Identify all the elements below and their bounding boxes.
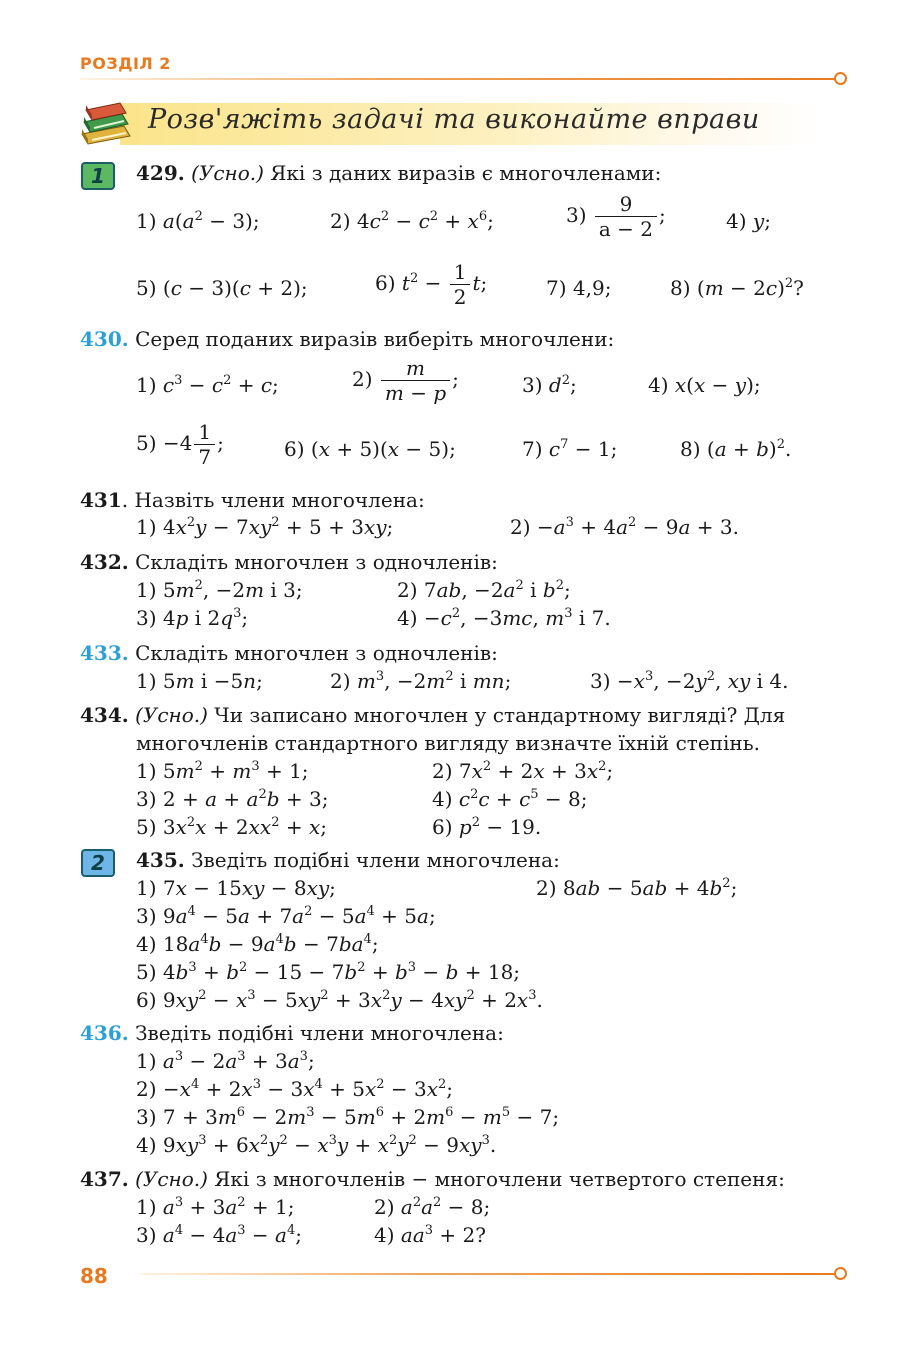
problem-429-heading xyxy=(136,161,661,185)
p436-item-3: 3) $7 + 3m^6 - 2m^3 - 5m^6 + 2m^6 - m^5 - 7$; xyxy=(136,1105,560,1129)
p434-item-4: 4) $c^2c + c^5 - 8$; xyxy=(432,787,588,811)
problem-436-heading xyxy=(80,1021,504,1045)
p432-item-2: 2) 7ab, $-2a^2$ і $b^2$; xyxy=(397,578,571,602)
oral-mark: (Усно.) xyxy=(135,703,208,727)
p429-item-4: 4) y; xyxy=(726,209,771,233)
p432-item-1: 1) $5m^2$, −2m і 3; xyxy=(136,578,303,602)
books-icon xyxy=(78,96,134,146)
oral-mark: (Усно.) xyxy=(191,161,264,185)
problem-number: 435. xyxy=(136,848,185,872)
page-number: 88 xyxy=(80,1264,108,1288)
p429-item-8: 8) $(m - 2c)^2$? xyxy=(670,276,804,300)
p433-item-3: $3) -x^3$, $-2y^2$, xy і 4. xyxy=(590,669,789,693)
problem-text: Зведіть подібні члени многочлена: xyxy=(135,1021,504,1045)
p429-item-2: 2) $4c^2 - c^2 + x^6$; xyxy=(330,209,494,233)
problem-434-text-line2: многочленів стандартного вигляду визначте їхній степінь. xyxy=(136,731,760,755)
problem-437-heading xyxy=(80,1167,785,1191)
p430-item-3: 3) $d^2$; xyxy=(522,373,577,397)
p437-item-2: 2) $a^2a^2 - 8$; xyxy=(374,1195,491,1219)
p434-item-6: 6) $p^2 - 19$. xyxy=(432,815,542,839)
problem-431-heading xyxy=(80,488,425,512)
problem-text: Чи записано многочлен у стандартному вигляді? Для xyxy=(214,703,786,727)
p435-item-3: 3) $9a^4 - 5a + 7a^2 - 5a^4 + 5a$; xyxy=(136,904,436,928)
banner-title: Розв'яжіть задачі та виконайте вправи xyxy=(148,104,760,135)
problem-text: Які з даних виразів є многочленами: xyxy=(270,161,662,185)
p430-item-7: 7) $c^7 - 1$; xyxy=(522,437,618,461)
problem-number: 431 xyxy=(80,488,122,512)
problem-text: Складіть многочлен з одночленів: xyxy=(135,641,498,665)
p433-item-2: 2) $m^3$, $-2m^2$ і mn; xyxy=(330,669,512,693)
problem-number: 432. xyxy=(80,550,129,574)
fraction: $\frac{1}{2}$ xyxy=(450,260,471,309)
problem-430-heading xyxy=(80,327,614,351)
p429-item-6: 6) $t^2$ − $\frac{1}{2}$ t; xyxy=(375,260,488,309)
p435-item-6: 6) $9xy^2 - x^3 - 5xy^2 + 3x^2y - 4xy^2 + 2x^3$. xyxy=(136,988,543,1012)
p429-item-1: 1) $a(a^2 - 3)$; xyxy=(136,209,260,233)
p430-item-2: 2) $\frac{m}{m - p}$ ; xyxy=(352,356,459,405)
problem-number: 433. xyxy=(80,641,129,665)
p430-item-1: 1) $c^3 - c^2 + c$; xyxy=(136,373,279,397)
problem-434-heading xyxy=(80,703,785,727)
p430-item-6: 6) (x + 5)(x − 5); xyxy=(284,437,456,461)
problem-number: 430. xyxy=(80,327,129,351)
problem-435-heading xyxy=(136,848,560,872)
section-label: РОЗДІЛ 2 xyxy=(80,54,171,73)
level-1-badge: 1 xyxy=(81,162,115,190)
p430-item-4: 4) x(x − y); xyxy=(648,373,761,397)
p434-item-5: 5) $3x^2x + 2xx^2 + x$; xyxy=(136,815,328,839)
p435-item-1: 1) 7x − 15xy − 8xy; xyxy=(136,876,336,900)
problem-text: Серед поданих виразів виберіть многочлени: xyxy=(135,327,615,351)
problem-433-heading xyxy=(80,641,498,665)
p429-item-3: 3) $\frac{9}{a - 2}$ ; xyxy=(566,192,666,241)
fraction: $\frac{1}{7}$ xyxy=(194,420,215,469)
problem-number: 434. xyxy=(80,703,129,727)
p432-item-4: $4) -c^2$, −3mc, $m^3$ і 7. xyxy=(397,606,611,630)
problem-text: Зведіть подібні члени многочлена: xyxy=(191,848,560,872)
fraction: $\frac{9}{a - 2}$ xyxy=(595,192,657,241)
p437-item-3: 3) $a^4 - 4a^3 - a^4$; xyxy=(136,1223,302,1247)
problem-text: Складіть многочлен з одночленів: xyxy=(135,550,498,574)
p436-item-2: $2) -x^4 + 2x^3 - 3x^4 + 5x^2 - 3x^2$; xyxy=(136,1077,454,1101)
p435-item-4: 4) $18a^4b - 9a^4b - 7ba^4$; xyxy=(136,932,379,956)
level-2-badge: 2 xyxy=(81,849,115,877)
p431-item-2: $2) -a^3 + 4a^2 - 9a + 3$. xyxy=(510,515,739,539)
p435-item-2: 2) $8ab - 5ab + 4b^2$; xyxy=(536,876,738,900)
oral-mark: (Усно.) xyxy=(135,1167,208,1191)
p434-item-1: 1) $5m^2 + m^3 + 1$; xyxy=(136,759,309,783)
p430-item-5: 5) −4 $\frac{1}{7}$ ; xyxy=(136,420,224,469)
p434-item-3: 3) $2 + a + a^2b + 3$; xyxy=(136,787,329,811)
fraction: $\frac{m}{m - p}$ xyxy=(381,356,450,405)
p429-item-7: 7) 4,9; xyxy=(546,276,612,300)
problem-text: . Назвіть члени многочлена: xyxy=(121,488,425,512)
p430-item-8: 8) $(a + b)^2$. xyxy=(680,437,792,461)
p436-item-4: 4) $9xy^3 + 6x^2y^2 - x^3y + x^2y^2 - 9xy^3$. xyxy=(136,1133,497,1157)
p431-item-1: 1) $4x^2y - 7xy^2 + 5 + 3xy$; xyxy=(136,515,394,539)
p437-item-1: 1) $a^3 + 3a^2 + 1$; xyxy=(136,1195,295,1219)
problem-text: Які з многочленів − многочлени четвертого степеня: xyxy=(214,1167,785,1191)
problem-432-heading xyxy=(80,550,498,574)
p435-item-5: 5) $4b^3 + b^2 - 15 - 7b^2 + b^3 - b + 18$; xyxy=(136,960,521,984)
p436-item-1: 1) $a^3 - 2a^3 + 3a^3$; xyxy=(136,1049,315,1073)
footer-rule-circle xyxy=(834,1267,847,1280)
p429-item-5: 5) (c − 3)(c + 2); xyxy=(136,276,308,300)
p432-item-3: 3) 4p і $2q^3$; xyxy=(136,606,249,630)
header-rule xyxy=(80,78,836,80)
p437-item-4: 4) $aa^3 + 2$? xyxy=(374,1223,486,1247)
header-rule-circle xyxy=(834,72,847,85)
problem-number: 437. xyxy=(80,1167,129,1191)
problem-number: 436. xyxy=(80,1021,129,1045)
footer-rule xyxy=(140,1273,836,1275)
p433-item-1: 1) 5m і −5n; xyxy=(136,669,263,693)
problem-number: 429. xyxy=(136,161,185,185)
p434-item-2: 2) $7x^2 + 2x + 3x^2$; xyxy=(432,759,614,783)
